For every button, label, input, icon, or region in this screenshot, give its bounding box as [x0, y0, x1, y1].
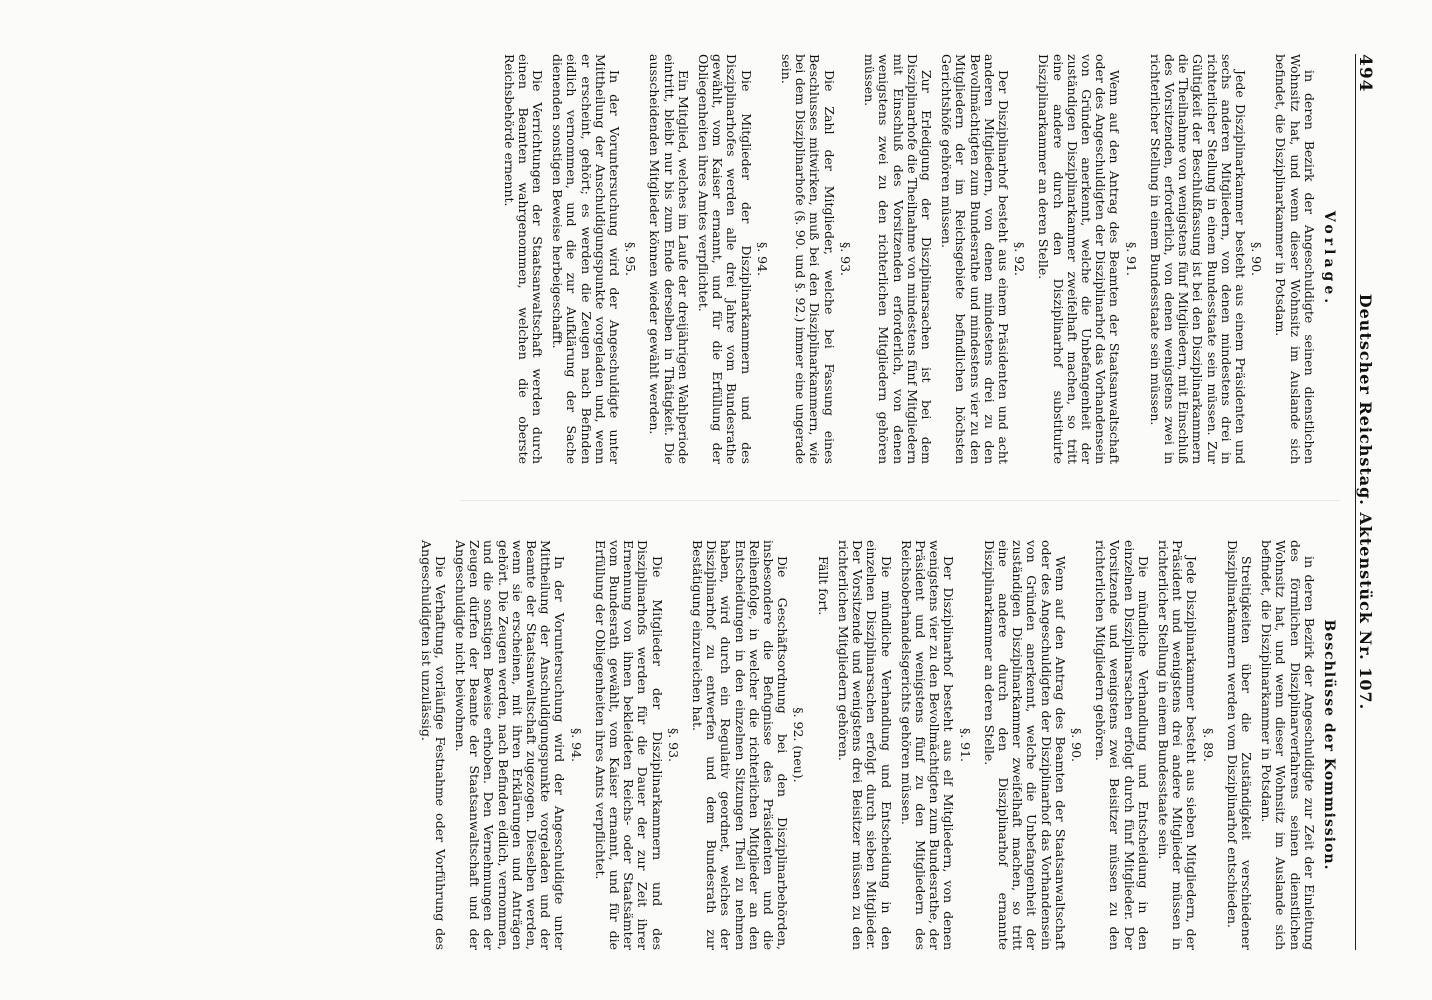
paragraph: Die Geschäftsordnung bei den Disziplinarbehörden, insbesondere die Befugnisse des Präsidenten und die Reihenfolge, in welcher die richterlichen Mitglieder an den Entscheidungen in den einzelnen Sitzungen Theil zu nehmen haben, wird durch ein Regulativ geordnet, welches der Disziplinarhof zu entwerfen und dem Bundesrath zur Bestätigung einzureichen hat.: [690, 540, 791, 950]
section-heading: §. 94.: [754, 241, 770, 277]
section-heading: §. 94.: [568, 727, 584, 763]
section-heading: §. 91.: [1123, 241, 1139, 277]
paragraph: in deren Bezirk der Angeschuldigte zur Zeit der Einleitung des förmlichen Disziplinarverfahrens seinen dienstlichen Wohnsitz hat, und wenn dieser Wohnsitz im Auslande sich befindet, die Disziplinarkammer in Potsdam.: [1259, 540, 1317, 950]
section-heading: §. 93.: [837, 241, 853, 277]
left-column-vorlage: [495, 54, 1340, 464]
page-number: 494: [1355, 54, 1376, 93]
column-divider: [460, 500, 1340, 501]
digitization-credit: [1412, 330, 1428, 790]
paragraph: Der Disziplinarhof besteht aus einem Präsidenten und acht anderen Mitgliedern, von denen mindestens drei zu den Bevollmächtigten zum Bundesrathe und mindestens vier zu den Mitgliedern der im Reichsgebiete befindlichen höchsten Gerichtshöfe gehören müssen.: [939, 54, 1011, 464]
paragraph: Ein Mitglied, welches im Laufe der dreijährigen Wahlperiode eintritt, bleibt nur bis zum Ende derselben in Thätigkeit. Die ausscheidenden Mitglieder können wieder gewählt werden.: [647, 54, 691, 464]
paragraph: Die mündliche Verhandlung und Entscheidung in den einzelnen Disziplinarsachen erfolgt durch sieben Mitglieder. Der Vorsitzende und wenigstens drei Beisitzer müssen zu den richterlichen Mitgliedern gehören.: [835, 540, 894, 950]
left-column-title: Vorlage.: [1321, 210, 1337, 308]
paragraph: Die mündliche Verhandlung und Entscheidung in den einzelnen Disziplinarsachen erfolgt durch fünf Mitglieder. Der Vorsitzende und wenigstens zwei Beisitzer müssen zu den richterlichen Mitgliedern gehören.: [1093, 540, 1151, 950]
paragraph: Die Mitglieder der Disziplinarkammern und des Disziplinarhofs werden für die Dauer der zur Zeit ihrer Ernennung von ihnen bekleideten Reichs- oder Staatsämter vom Bundesrath gewählt, vom Kaiser ernannt, und für die Erfüllung der Obliegenheiten ihres Amts verpflichtet.: [592, 540, 665, 950]
paragraph: Die Mitglieder der Disziplinarkammern und des Disziplinarhofes werden alle drei Jahre vom Bundesrathe gewählt, vom Kaiser ernannt, und für die Erfüllung der Obliegenheiten ihres Amtes verpflichtet.: [696, 54, 754, 464]
section-heading: §. 91.: [957, 727, 973, 763]
page-title: Deutscher Reichstag. Aktenstück Nr. 107.: [1356, 293, 1376, 711]
paragraph: Der Disziplinarhof besteht aus elf Mitgliedern, von denen wenigstens vier zu den Bevollmächtigten zum Bundesrathe, der Präsident und wenigstens fünf zu den Mitgliedern des Reichsoberhandelsgerichts gehören müssen.: [898, 540, 957, 950]
section-heading: §. 92. (neu).: [791, 707, 807, 783]
paragraph: in deren Bezirk der Angeschuldigte seinen dienstlichen Wohnsitz hat, und wenn dieser Wohnsitz im Auslande sich befindet, die Disziplinarkammer in Potsdam.: [1273, 54, 1317, 464]
paragraph: Streitigkeiten über die Zuständigkeit verschiedener Disziplinarkammern werden vom Disziplinarhof entschieden.: [1224, 540, 1254, 950]
paragraph: Jede Disziplinarkammer besteht aus einem Präsidenten und sechs anderen Mitgliedern, von denen mindestens drei in richterlicher Stellung in einem Bundesstaate sein müssen. Zur Gültigkeit der Beschlußfassung ist bei den Disziplinarkammern die Theilnahme von wenigstens fünf Mitgliedern, mit Einschluß des Vorsitzenden, erforderlich, von denen wenigstens zwei in richterlicher Stellung in einem Bundesstaate sein müssen.: [1147, 54, 1248, 464]
paragraph: In der Voruntersuchung wird der Angeschuldigte unter Mittheilung der Anschuldigungspunkte vorgeladen und der Beamte der Staatsanwaltschaft zugezogen. Dieselben werden, wenn sie erscheinen, mit ihren Erklärungen und Anträgen gehört. Die Zeugen werden, nach Befinden eidlich, vernommen, und die sonstigen Beweise erhoben. Den Vernehmungen der Zeugen dürfen der Beamte der Staatsanwaltschaft und der Angeschuldigte nicht beiwohnen.: [453, 540, 568, 950]
paragraph: Wenn auf den Antrag des Beamten der Staatsanwaltschaft oder des Angeschuldigten der Disziplinarhof das Vorhandensein von Gründen anerkennt, welche die Unbefangenheit der zuständigen Disziplinarkammer zweifelhaft machen, so tritt eine andere durch den Disziplinarhof ernannte Disziplinarkammer an deren Stelle.: [981, 540, 1068, 950]
paragraph: Die Verrichtungen der Staatsanwaltschaft werden durch einen Beamten wahrgenommen, welchen die oberste Reichsbehörde ernennt.: [501, 54, 546, 464]
paragraph: Die Zahl der Mitglieder, welche bei Fassung eines Beschlusses mitwirken, muß bei den Disziplinarkammern, wie bei dem Disziplinarhofe (§. 90. und §. 92.) immer eine ungerade sein.: [779, 54, 837, 464]
running-header: [1355, 54, 1378, 950]
left-column-body: [501, 54, 1315, 464]
paragraph: Die Verhaftung, vorläufige Festnahme oder Vorführung des Angeschuldigten ist unzulässig.: [418, 540, 448, 950]
right-column-body: [418, 540, 1315, 950]
paragraph: Jede Disziplinarkammer besteht aus sieben Mitgliedern, der Präsident und wenigstens drei andere Mitglieder müssen in richterlicher Stellung in einem Bundesstaate sein.: [1155, 540, 1200, 950]
section-heading: §. 90.: [1068, 727, 1084, 763]
section-heading: §. 89.: [1200, 727, 1216, 763]
section-heading: §. 92.: [1012, 241, 1028, 277]
right-column-title: Beschlüsse der Kommission.: [1321, 619, 1337, 871]
section-heading: §. 93.: [665, 727, 681, 763]
paragraph: Wenn auf den Antrag des Beamten der Staatsanwaltschaft oder des Angeschuldigten der Disziplinarhof das Vorhandensein von Gründen anerkennt, welche die Unbefangenheit der zuständigen Disziplinarkammer zweifelhaft machen, so tritt eine andere durch den Disziplinarhof substituirte Disziplinarkammer an deren Stelle.: [1036, 54, 1123, 464]
section-heading: §. 95.: [623, 241, 639, 277]
paragraph: Fällt fort.: [815, 556, 831, 616]
paragraph: In der Voruntersuchung wird der Angeschuldigte unter Mittheilung der Anschuldigungspunkte vorgeladen und, wenn er erscheint, gehört; es werden die Zeugen nach Befinden eidlich vernommen, und die zur Aufklärung der Sache dienenden sonstigen Beweise herbeigeschafft.: [550, 54, 623, 464]
right-column-beschluesse: [412, 540, 1340, 950]
paragraph: Zur Erledigung der Disziplinarsachen ist bei dem Disziplinarhofe die Theilnahme von mindestens fünf Mitgliedern mit Einschluß des Vorsitzenden erforderlich, von denen wenigstens zwei zu den richterlichen Mitgliedern gehören müssen.: [862, 54, 934, 464]
section-heading: §. 90.: [1249, 241, 1265, 277]
